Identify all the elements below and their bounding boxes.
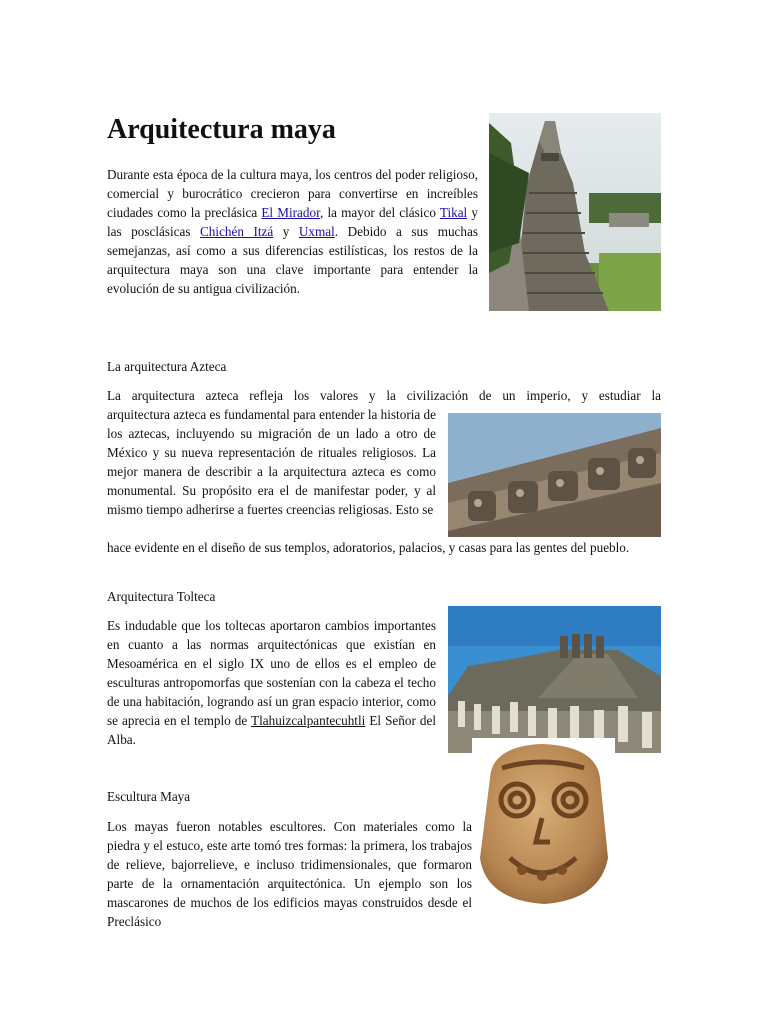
tolteca-text-1: Es indudable que los toltecas aportaron cambios importantes en cuanto a las normas arquitectónicas que existían en Mesoamérica en el siglo IX uno de ellos es el empleo de esculturas antropomorfas que sostenían con la cabeza el techo de una habitación, logrando así un gran espacio interior, como se aprecia en el templo de (107, 618, 436, 728)
link-tlahuizcalpantecuhtli[interactable]: Tlahuizcalpantecuhtli (251, 713, 366, 728)
link-tikal[interactable]: Tikal (439, 205, 468, 220)
maya-mask-sculpture-image (472, 738, 615, 908)
intro-text-4: y (273, 224, 299, 239)
tikal-temple-image (489, 113, 661, 311)
azteca-wrapped-text: arquitectura azteca es fundamental para entender la historia de los aztecas, incluyendo su migración de un lado a otro de México y su nueva representación de rituales religiosos. La mejor manera de describir a la arquitectura azteca es como monumental. Su propósito era el de manifestar poder, y al mismo tiempo adherirse a fuertes creencias religiosas. Esto se (107, 407, 436, 517)
tolteca-text-2: El Señor del Alba. (107, 713, 436, 747)
escultura-heading: Escultura Maya (107, 789, 191, 804)
tolteca-paragraph (107, 616, 436, 749)
page-title: Arquitectura maya (107, 114, 336, 145)
escultura-paragraph: Los mayas fueron notables escultores. Con materiales como la piedra y el estuco, este arte tomó tres formas: la primera, los trabajos de relieve, bajorrelieve, e incluso tridimensionales, que formaron parte de la ornamentación arquitectónica. Un ejemplo son los mascarones de muchos de los edificios mayas construidos desde el Preclásico (107, 819, 472, 929)
azteca-line-1: La arquitectura azteca refleja los valores y la civilización de un imperio, y estudiar la (107, 388, 661, 403)
feathered-serpent-relief-image (448, 413, 661, 537)
intro-paragraph (107, 165, 478, 298)
link-uxmal[interactable]: Uxmal (298, 224, 335, 239)
intro-text-1: Durante esta época de la cultura maya, los centros del poder religioso, comercial y burocrático crecieron para convertirse en increíbles ciudades como la preclásica (107, 167, 478, 220)
link-el-mirador[interactable]: El Mirador (261, 205, 320, 220)
intro-text-2: , la mayor del clásico (319, 205, 440, 220)
azteca-tail-text: hace evidente en el diseño de sus templos, adoratorios, palacios, y casas para las gentes del pueblo. (107, 540, 630, 555)
link-chichen-itza[interactable]: Chichén Itzá (200, 224, 274, 239)
tula-temple-image (448, 606, 661, 753)
tolteca-heading: Arquitectura Tolteca (107, 589, 216, 604)
azteca-heading: La arquitectura Azteca (107, 359, 227, 374)
intro-text-5: . Debido a sus muchas semejanzas, así como a sus diferencias estilísticas, los restos de la arquitectura maya son una clave importante para entender la evolución de su antigua civilización. (107, 224, 478, 296)
intro-text-3: y las posclásicas (107, 205, 479, 239)
